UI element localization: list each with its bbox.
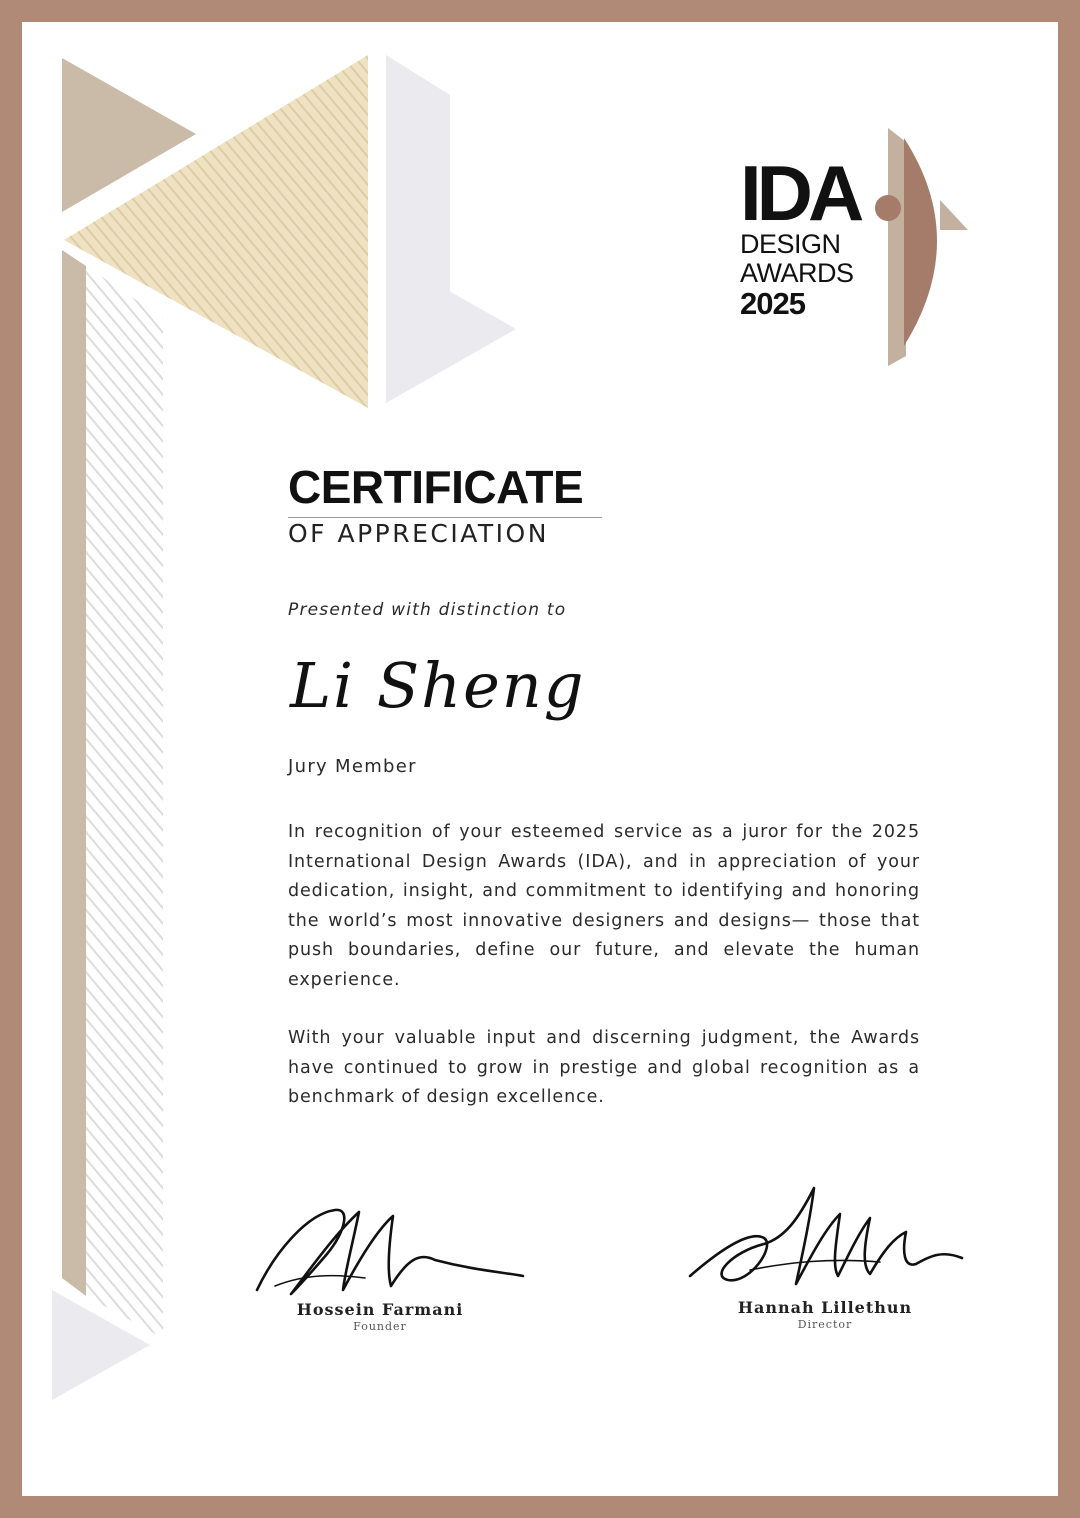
director-title: Director	[797, 1318, 853, 1331]
recipient-name: Li Sheng	[290, 649, 586, 722]
gray-right-triangle	[386, 255, 516, 403]
director-name: Hannah Lillethun	[737, 1298, 913, 1317]
director-signature-image	[680, 1180, 970, 1298]
logo-year: 2025	[740, 286, 805, 321]
ida-logo	[730, 120, 980, 370]
founder-title: Founder	[353, 1320, 407, 1333]
input-paragraph: With your valuable input and discerning judgment, the Awards have continued to grow in prestige and global recognition as a benchmark of design excellence.	[288, 1028, 920, 1107]
certificate-subtitle: OF APPRECIATION	[288, 519, 549, 548]
recognition-paragraph: In recognition of your esteemed service as a juror for the 2025 International Design Awards (IDA), and in appreciation of your dedication, insight, and commitment to identifying and honoring the world’s most innovative designers and designs— those that push boundaries, define our future, and elevate the human experience.	[288, 822, 920, 990]
title-divider	[288, 517, 602, 518]
logo-wordmark: IDA	[740, 149, 860, 237]
logo-awards-text: AWARDS	[740, 258, 854, 288]
signature-founder	[230, 1190, 530, 1334]
certificate-title: CERTIFICATE	[288, 461, 584, 513]
logo-design-text: DESIGN	[740, 229, 841, 259]
recipient-role: Jury Member	[288, 756, 417, 777]
founder-signature-image	[235, 1190, 525, 1300]
presented-line: Presented with distinction to	[288, 600, 567, 620]
founder-name: Hossein Farmani	[296, 1300, 464, 1319]
gray-striped-band	[86, 266, 163, 1338]
signature-director	[675, 1180, 975, 1332]
beige-vertical-band	[62, 250, 86, 1296]
